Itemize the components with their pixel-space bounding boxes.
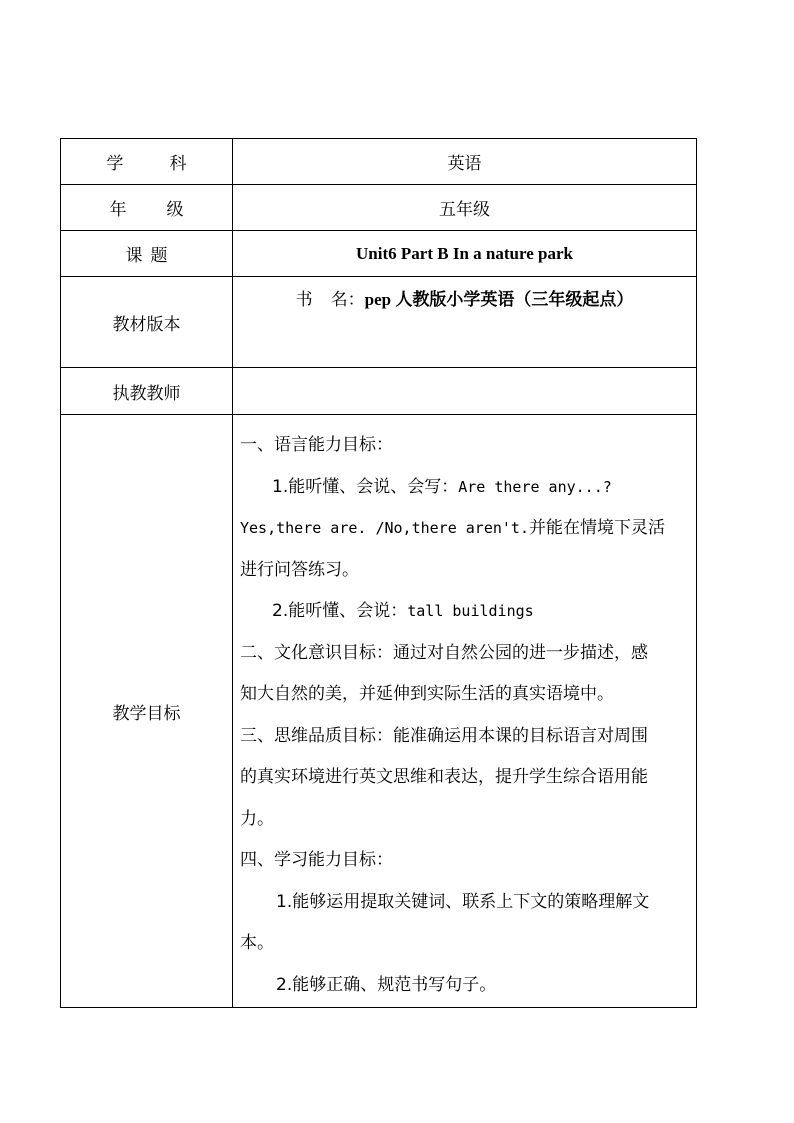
objectives-row bbox=[61, 415, 697, 1008]
grade-label bbox=[61, 185, 233, 231]
objective-line: 二、文化意识目标：通过对自然公园的进一步描述，感 bbox=[240, 642, 648, 663]
topic-row bbox=[61, 231, 697, 277]
topic-label bbox=[61, 231, 233, 277]
objectives-label: 教学目标 bbox=[61, 415, 233, 1008]
objective-line: 一、语言能力目标： bbox=[240, 435, 393, 455]
objective-line bbox=[240, 467, 690, 509]
objective-line: 的真实环境进行英文思维和表达，提升学生综合语用能 bbox=[240, 767, 648, 787]
lesson-plan-table bbox=[60, 138, 697, 1008]
objectives-content bbox=[233, 415, 697, 1008]
objective-line: 力。 bbox=[240, 808, 274, 829]
objective-line: 2.能够正确、规范书写句子。 bbox=[276, 974, 497, 995]
objective-english: tall buildings bbox=[407, 602, 534, 620]
subject-label bbox=[61, 139, 233, 185]
topic-label-char-2: 题 bbox=[150, 246, 168, 266]
grade-label-char-1: 年 bbox=[109, 200, 127, 220]
objective-line: 进行问答练习。 bbox=[240, 559, 359, 580]
objective-text: 2.能听懂、会说： bbox=[272, 601, 408, 621]
subject-label-char-1: 学 bbox=[106, 154, 124, 174]
grade-row bbox=[61, 185, 697, 231]
teacher-label: 执教教师 bbox=[61, 368, 233, 415]
teacher-value bbox=[233, 368, 697, 415]
objective-line: 三、思维品质目标：能准确运用本课的目标语言对周围 bbox=[240, 725, 648, 746]
objective-line: 1.能够运用提取关键词、联系上下文的策略理解文 bbox=[276, 891, 650, 912]
textbook-value bbox=[233, 277, 697, 368]
objective-line bbox=[240, 508, 690, 550]
objective-line: 四、学习能力目标： bbox=[240, 850, 393, 870]
objective-line: 本。 bbox=[240, 933, 274, 953]
book-name-value: pep 人教版小学英语（三年级起点） bbox=[364, 290, 634, 309]
objective-english: Are there any...? bbox=[458, 477, 612, 496]
objective-text: 1.能听懂、会说、会写： bbox=[272, 476, 459, 497]
grade-value: 五年级 bbox=[233, 185, 697, 231]
objective-english: Yes,there are. /No,there aren't. bbox=[240, 519, 529, 537]
subject-value: 英语 bbox=[233, 139, 697, 185]
book-name-label-2: 名： bbox=[330, 290, 365, 310]
book-name-label-1: 书 bbox=[295, 290, 313, 310]
subject-row bbox=[61, 139, 697, 185]
teacher-row bbox=[61, 368, 697, 415]
topic-label-char-1: 课 bbox=[125, 246, 143, 266]
objective-text: 并能在情境下灵活 bbox=[528, 518, 665, 538]
objective-line: 知大自然的美，并延伸到实际生活的真实语境中。 bbox=[240, 684, 614, 704]
subject-label-char-2: 科 bbox=[169, 154, 187, 174]
topic-value: Unit6 Part B In a nature park bbox=[233, 231, 697, 277]
textbook-label: 教材版本 bbox=[61, 277, 233, 368]
textbook-row bbox=[61, 277, 697, 368]
grade-label-char-2: 级 bbox=[166, 200, 184, 220]
objective-line bbox=[240, 591, 690, 633]
